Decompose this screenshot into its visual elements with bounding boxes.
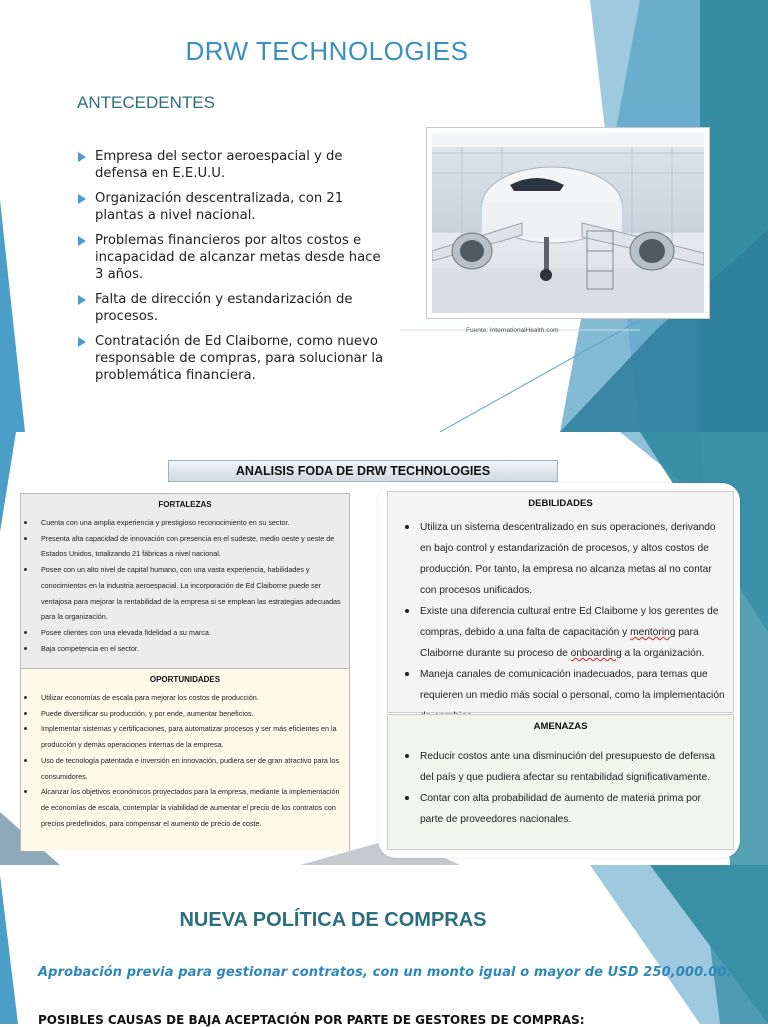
debilidades-amenazas-table xyxy=(378,483,740,858)
list-item: Contratación de Ed Claiborne, como nuevo responsable de compras, para solucionar la problemática financiera. xyxy=(78,333,386,384)
debilidades-list xyxy=(388,517,733,727)
section-heading: NUEVA POLÍTICA DE COMPRAS xyxy=(179,909,487,931)
list-item: Uso de tecnología patentada e inversión en innovación, pudiera ser de gran atractivo para los consumidores. xyxy=(41,753,343,784)
debilidades-title: DEBILIDADES xyxy=(528,498,593,509)
list-item: Posee con un alto nivel de capital humano, con una vasta experiencia, habilidades y conocimientos en la industria aeroespacial. La incorporación de Ed Claiborne puede ser ventajosa para mejorar la rentabilidad de la empresa si se emplean las estrategias adecuadas para la organización. xyxy=(41,562,343,625)
list-item: Reducir costos ante una disminución del presupuesto de defensa del país y que pudiera afectar su rentabilidad significativamente. xyxy=(420,746,725,788)
arrow-bullet-icon xyxy=(78,194,86,204)
image-caption: Fuente: InternationalHealth.com xyxy=(466,327,559,334)
airplane-hangar-image xyxy=(426,127,710,319)
oportunidades-title: OPORTUNIDADES xyxy=(149,675,221,684)
causes-heading: POSIBLES CAUSAS DE BAJA ACEPTACIÓN POR PARTE DE GESTORES DE COMPRAS: xyxy=(38,1013,585,1027)
arrow-bullet-icon xyxy=(78,152,86,162)
amenazas-list xyxy=(388,746,733,830)
list-item: Existe una diferencia cultural entre Ed Claiborne y los gerentes de compras, debido a una falta de capacitación y mentoring para Claiborne durante su proceso de onboarding a la organización. xyxy=(420,601,725,664)
list-item: Cuenta con una amplia experiencia y prestigioso reconocimiento en su sector. xyxy=(41,515,343,531)
decorative-shapes xyxy=(0,865,768,1024)
list-item: Empresa del sector aeroespacial y de defensa en E.E.U.U. xyxy=(78,148,386,182)
debilidades-cell xyxy=(387,491,734,713)
onboarding-term: onboarding xyxy=(570,648,622,659)
slide-politica-compras xyxy=(0,865,768,1024)
slide-foda xyxy=(0,432,768,865)
list-item: Problemas financieros por altos costos e incapacidad de alcanzar metas desde hace 3 años. xyxy=(78,232,386,283)
fortalezas-oportunidades-table xyxy=(20,493,350,851)
approval-text: Aprobación previa para gestionar contratos, con un monto igual o mayor de USD 250,000.00. xyxy=(38,965,732,980)
antecedentes-list xyxy=(78,148,386,392)
fortalezas-title: FORTALEZAS xyxy=(158,500,212,509)
list-item: Contar con alta probabilidad de aumento de materia prima por parte de proveedores nacionales. xyxy=(420,788,725,830)
fortalezas-list xyxy=(21,515,349,656)
list-item: Falta de dirección y estandarización de procesos. xyxy=(78,291,386,325)
page-title: DRW TECHNOLOGIES xyxy=(185,36,469,66)
list-item: Utilizar economías de escala para mejorar los costos de producción. xyxy=(41,690,343,706)
list-item: Utiliza un sistema descentralizado en sus operaciones, derivando en bajo control y estandarización de procesos, y altos costos de producción. Por tanto, la empresa no alcanza metas al no contar con procesos unificados. xyxy=(420,517,725,601)
list-item: Organización descentralizada, con 21 plantas a nivel nacional. xyxy=(78,190,386,224)
amenazas-cell xyxy=(387,714,734,850)
section-heading: ANTECEDENTES xyxy=(77,93,215,112)
airplane-illustration xyxy=(432,133,704,313)
list-item: Baja competencia en el sector. xyxy=(41,641,343,657)
arrow-bullet-icon xyxy=(78,236,86,246)
foda-title: ANALISIS FODA DE DRW TECHNOLOGIES xyxy=(168,460,558,482)
amenazas-title: AMENAZAS xyxy=(533,721,588,732)
arrow-bullet-icon xyxy=(78,295,86,305)
list-item: Maneja canales de comunicación inadecuados, para temas que requieren un medio más social o personal, como la implementación xyxy=(420,664,725,727)
list-item: Alcanzar los objetivos económicos proyectados para la empresa, mediante la implementación de economías de escala, contemplar la viabilidad de aumentar el precio de los contratos con precios predefinidos, para compensar el aumento de precio de coste. xyxy=(41,784,343,831)
arrow-bullet-icon xyxy=(78,337,86,347)
oportunidades-cell xyxy=(21,669,349,851)
list-item: Implementar sistemas y certificaciones, para automatizar procesos y ser más eficientes en la producción y demás operaciones internas de la empresa. xyxy=(41,721,343,752)
list-item: Puede diversificar su producción, y por ende, aumentar beneficios. xyxy=(41,706,343,722)
fortalezas-cell xyxy=(21,494,349,669)
slide-antecedentes xyxy=(0,0,768,432)
mentoring-term: mentoring xyxy=(630,627,676,638)
oportunidades-list xyxy=(21,690,349,831)
list-item: Posee clientes con una elevada fidelidad a su marca. xyxy=(41,625,343,641)
list-item: Presenta alta capacidad de innovación con presencia en el sudeste, medio oeste y oeste de Estados Unidos, totalizando 21 fábricas a nivel nacional. xyxy=(41,531,343,562)
